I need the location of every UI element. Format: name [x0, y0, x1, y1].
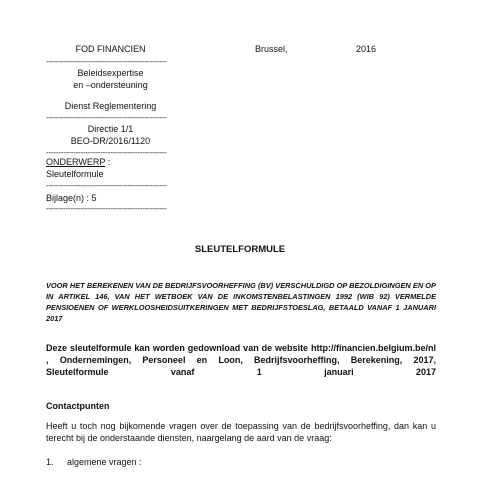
subject-separator: : — [105, 157, 111, 167]
attachments: Bijlage(n) : 5 — [46, 193, 97, 203]
download-text: Deze sleutelformule kan worden gedownload van de website http://financien.belgium.be/nl , Ondernemingen, Personeel en Loon, — [46, 343, 436, 365]
separator-line: ------------------------------------------------- — [46, 57, 167, 66]
org-name: FOD FINANCIEN — [75, 44, 146, 54]
contact-paragraph: Heeft u toch nog bijkomende vragen over de toepassing van de bedrijfsvoorheffing, dan kan u terecht bij de onderstaande diensten, naargelang de aard van de vraag: — [46, 421, 436, 443]
document-title: SLEUTELFORMULE — [194, 244, 286, 255]
city: Brussel, — [255, 44, 288, 54]
subject-value: Sleutelformule — [46, 169, 104, 179]
separator-line: ------------------------------------------------- — [46, 204, 167, 213]
year: 2016 — [356, 44, 377, 54]
contact-heading: Contactpunten — [46, 401, 110, 411]
separator-line: ------------------------------------------------- — [46, 113, 167, 122]
document-subtitle: VOOR HET BEREKENEN VAN DE BEDRIJFSVOORHEFFING (BV) VERSCHULDIGD OP BEZOLDIGINGEN EN OP IN ARTIKEL 146, VAN HET WETBOEK VAN DE INKOMSTENBELASTINGEN 1992 (WIB 92) VERMELDE PENSIOENEN OF WERKLOOSHEIDSUITKERINGEN MET BEDRIJFSTOESLAG, BETAALD VANAF 1 JANUARI 2017 — [46, 281, 436, 323]
department-line-2: en –ondersteuning — [73, 80, 148, 90]
download-paragraph — [46, 342, 436, 390]
list-number: 1. — [46, 457, 54, 467]
department-line-1: Beleidsexpertise — [77, 68, 144, 78]
list-item: algemene vragen : — [67, 457, 142, 467]
subject-label: ONDERWERP — [46, 157, 106, 167]
separator-line: ------------------------------------------------- — [46, 148, 167, 157]
subject-row — [46, 157, 110, 168]
reference-number: BEO-DR/2016/1120 — [70, 136, 151, 146]
separator-line: ------------------------------------------------- — [46, 181, 167, 190]
directorate: Directie 1/1 — [87, 124, 134, 134]
download-text-last: Bedrijfsvoorheffing, Berekening, 2017, Sleutelformule vanaf 1 januari 2017 — [46, 355, 436, 377]
service-name: Dienst Reglementering — [64, 101, 157, 111]
